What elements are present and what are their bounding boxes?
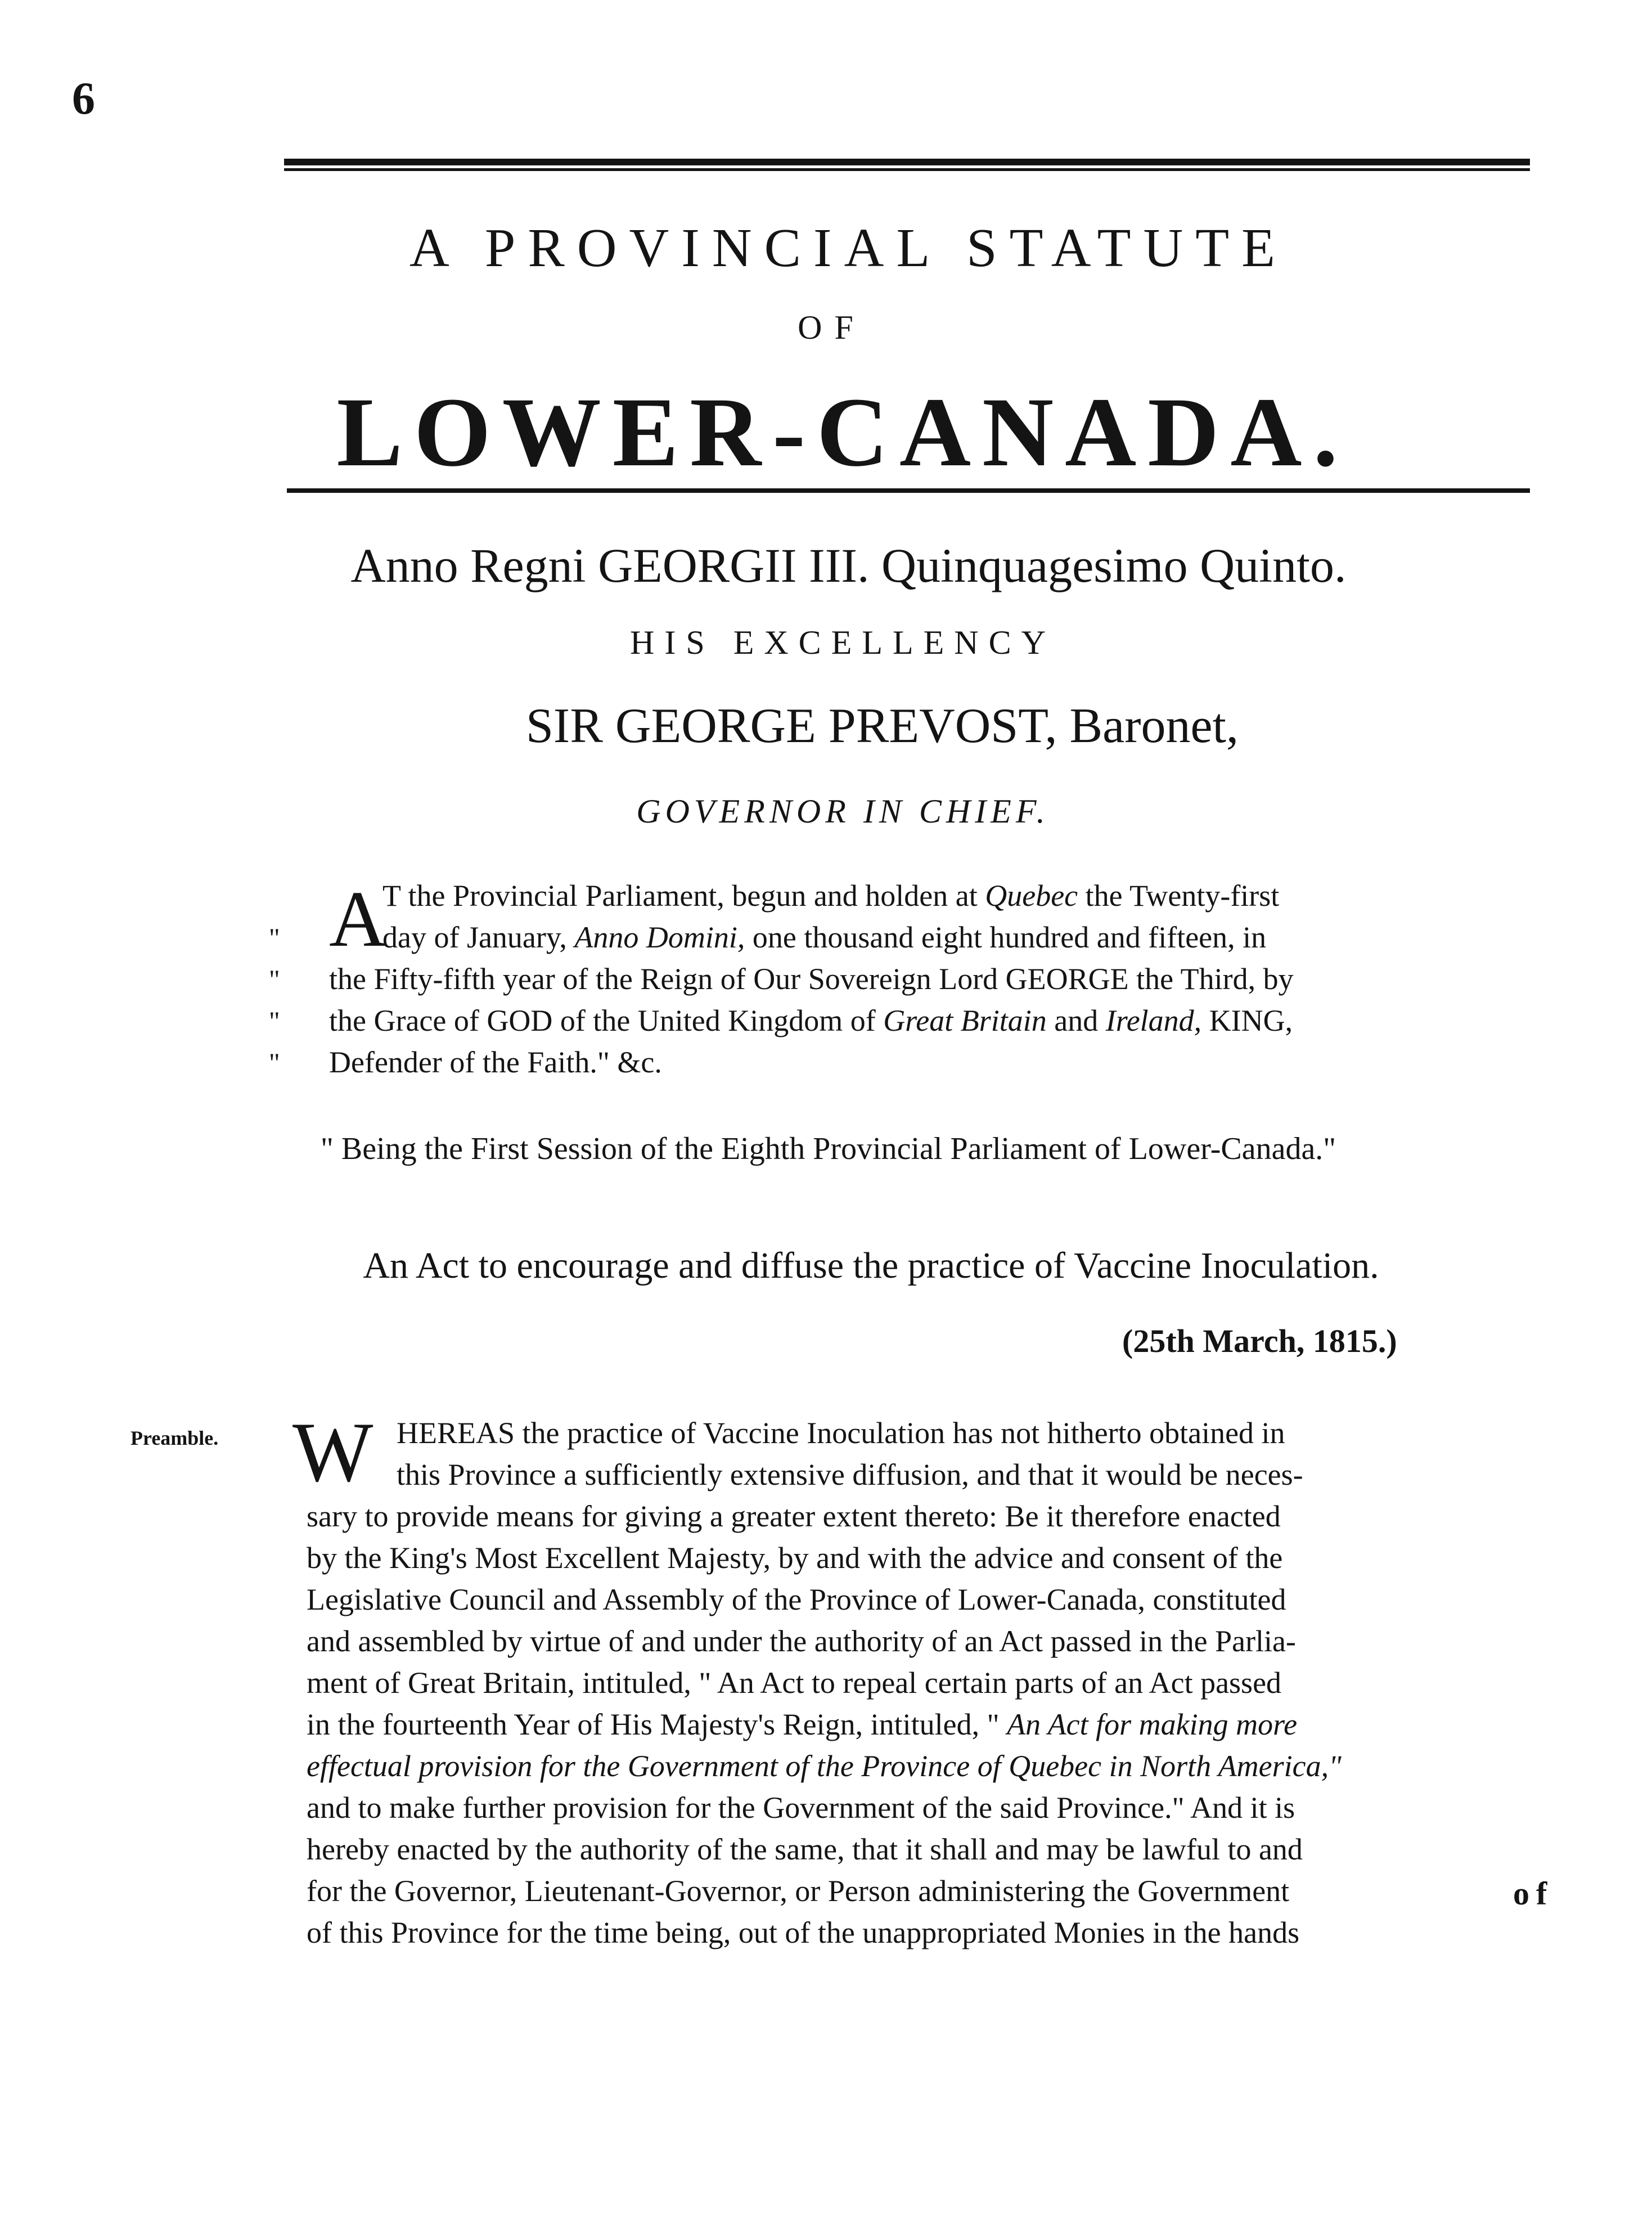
governor-title: GOVERNOR IN CHIEF. <box>636 793 1050 830</box>
header-double-rule <box>284 159 1530 171</box>
body-line <box>307 1745 1550 1787</box>
quote-mark: " <box>269 1007 280 1036</box>
header-rule <box>287 488 1530 493</box>
act-title-italic: effectual provision for the Government of the Province of Quebec in North America," <box>307 1749 1342 1783</box>
statute-heading: A PROVINCIAL STATUTE <box>409 218 1288 278</box>
body-line: HEREAS the practice of Vaccine Inoculation has not hitherto obtained in <box>397 1416 1285 1450</box>
his-excellency: HIS EXCELLENCY <box>630 624 1056 661</box>
quote-marks <box>269 918 291 1084</box>
body-line: for the Governor, Lieutenant-Governor, or Person administering the Government <box>307 1874 1290 1908</box>
body-line: Legislative Council and Assembly of the Province of Lower-Canada, constituted <box>307 1583 1286 1616</box>
opening-line <box>329 916 1538 958</box>
quote-mark: " <box>269 965 280 995</box>
quote-mark: " <box>269 1048 280 1078</box>
statute-heading-province: LOWER-CANADA. <box>336 378 1349 487</box>
body-line: this Province a sufficiently extensive diffusion, and that it would be neces- <box>397 1458 1303 1491</box>
anno-domini: Anno Domini, <box>574 920 745 954</box>
text-span: KING, <box>1209 1004 1293 1037</box>
body-line: and to make further provision for the Government of the said Province." And it is <box>307 1791 1295 1825</box>
text-span: in the fourteenth Year of His Majesty's Reign, intituled, " <box>307 1708 1000 1741</box>
page-number: 6 <box>72 73 95 124</box>
text-span: the Twenty-first <box>1085 879 1280 913</box>
preamble-paragraph <box>307 1412 1550 1953</box>
great-britain: Great Britain <box>883 1004 1047 1037</box>
text-span: one thousand eight hundred and fifteen, in <box>752 920 1267 954</box>
session-line: " Being the First Session of the Eighth Provincial Parliament of Lower-Canada." <box>321 1131 1336 1166</box>
text-span: day of January, <box>382 920 567 954</box>
text-span: and <box>1054 1004 1099 1037</box>
act-title: An Act to encourage and diffuse the practice of Vaccine Inoculation. <box>363 1245 1379 1286</box>
regnal-year: Anno Regni GEORGII III. Quinquagesimo Quinto. <box>350 538 1347 592</box>
catchword: of <box>1513 1875 1554 1912</box>
opening-paragraph <box>329 875 1538 1083</box>
act-title-italic: An Act for making more <box>1007 1708 1298 1741</box>
body-line: sary to provide means for giving a greater extent thereto: Be it therefore enacted <box>307 1499 1281 1533</box>
body-dropcap: W <box>292 1405 373 1499</box>
ireland: Ireland, <box>1105 1004 1202 1037</box>
body-line: ment of Great Britain, intituled, " An Act to repeal certain parts of an Act passed <box>307 1666 1282 1700</box>
text-span: the Grace of GOD of the United Kingdom of <box>329 1004 876 1037</box>
quote-mark: " <box>269 923 280 953</box>
body-line: by the King's Most Excellent Majesty, by and with the advice and consent of the <box>307 1541 1283 1575</box>
statute-heading-of: OF <box>798 309 866 346</box>
opening-line <box>329 875 1538 916</box>
governor-name: SIR GEORGE PREVOST, Baronet, <box>525 699 1239 753</box>
opening-dropcap: A <box>329 874 387 963</box>
body-line <box>307 1704 1550 1745</box>
body-line: and assembled by virtue of and under the authority of an Act passed in the Parlia- <box>307 1624 1297 1658</box>
text-span: T the Provincial Parliament, begun and holden at <box>382 879 978 913</box>
margin-note-preamble: Preamble. <box>130 1427 219 1449</box>
opening-line: Defender of the Faith." &c. <box>329 1045 662 1079</box>
body-line: of this Province for the time being, out of the unappropriated Monies in the hands <box>307 1916 1300 1949</box>
body-line: hereby enacted by the authority of the same, that it shall and may be lawful to and <box>307 1832 1303 1866</box>
place-name: Quebec <box>985 879 1078 913</box>
opening-line <box>329 1000 1538 1041</box>
opening-line: the Fifty-fifth year of the Reign of Our Sovereign Lord GEORGE the Third, by <box>329 962 1294 996</box>
act-date: (25th March, 1815.) <box>1122 1323 1397 1359</box>
